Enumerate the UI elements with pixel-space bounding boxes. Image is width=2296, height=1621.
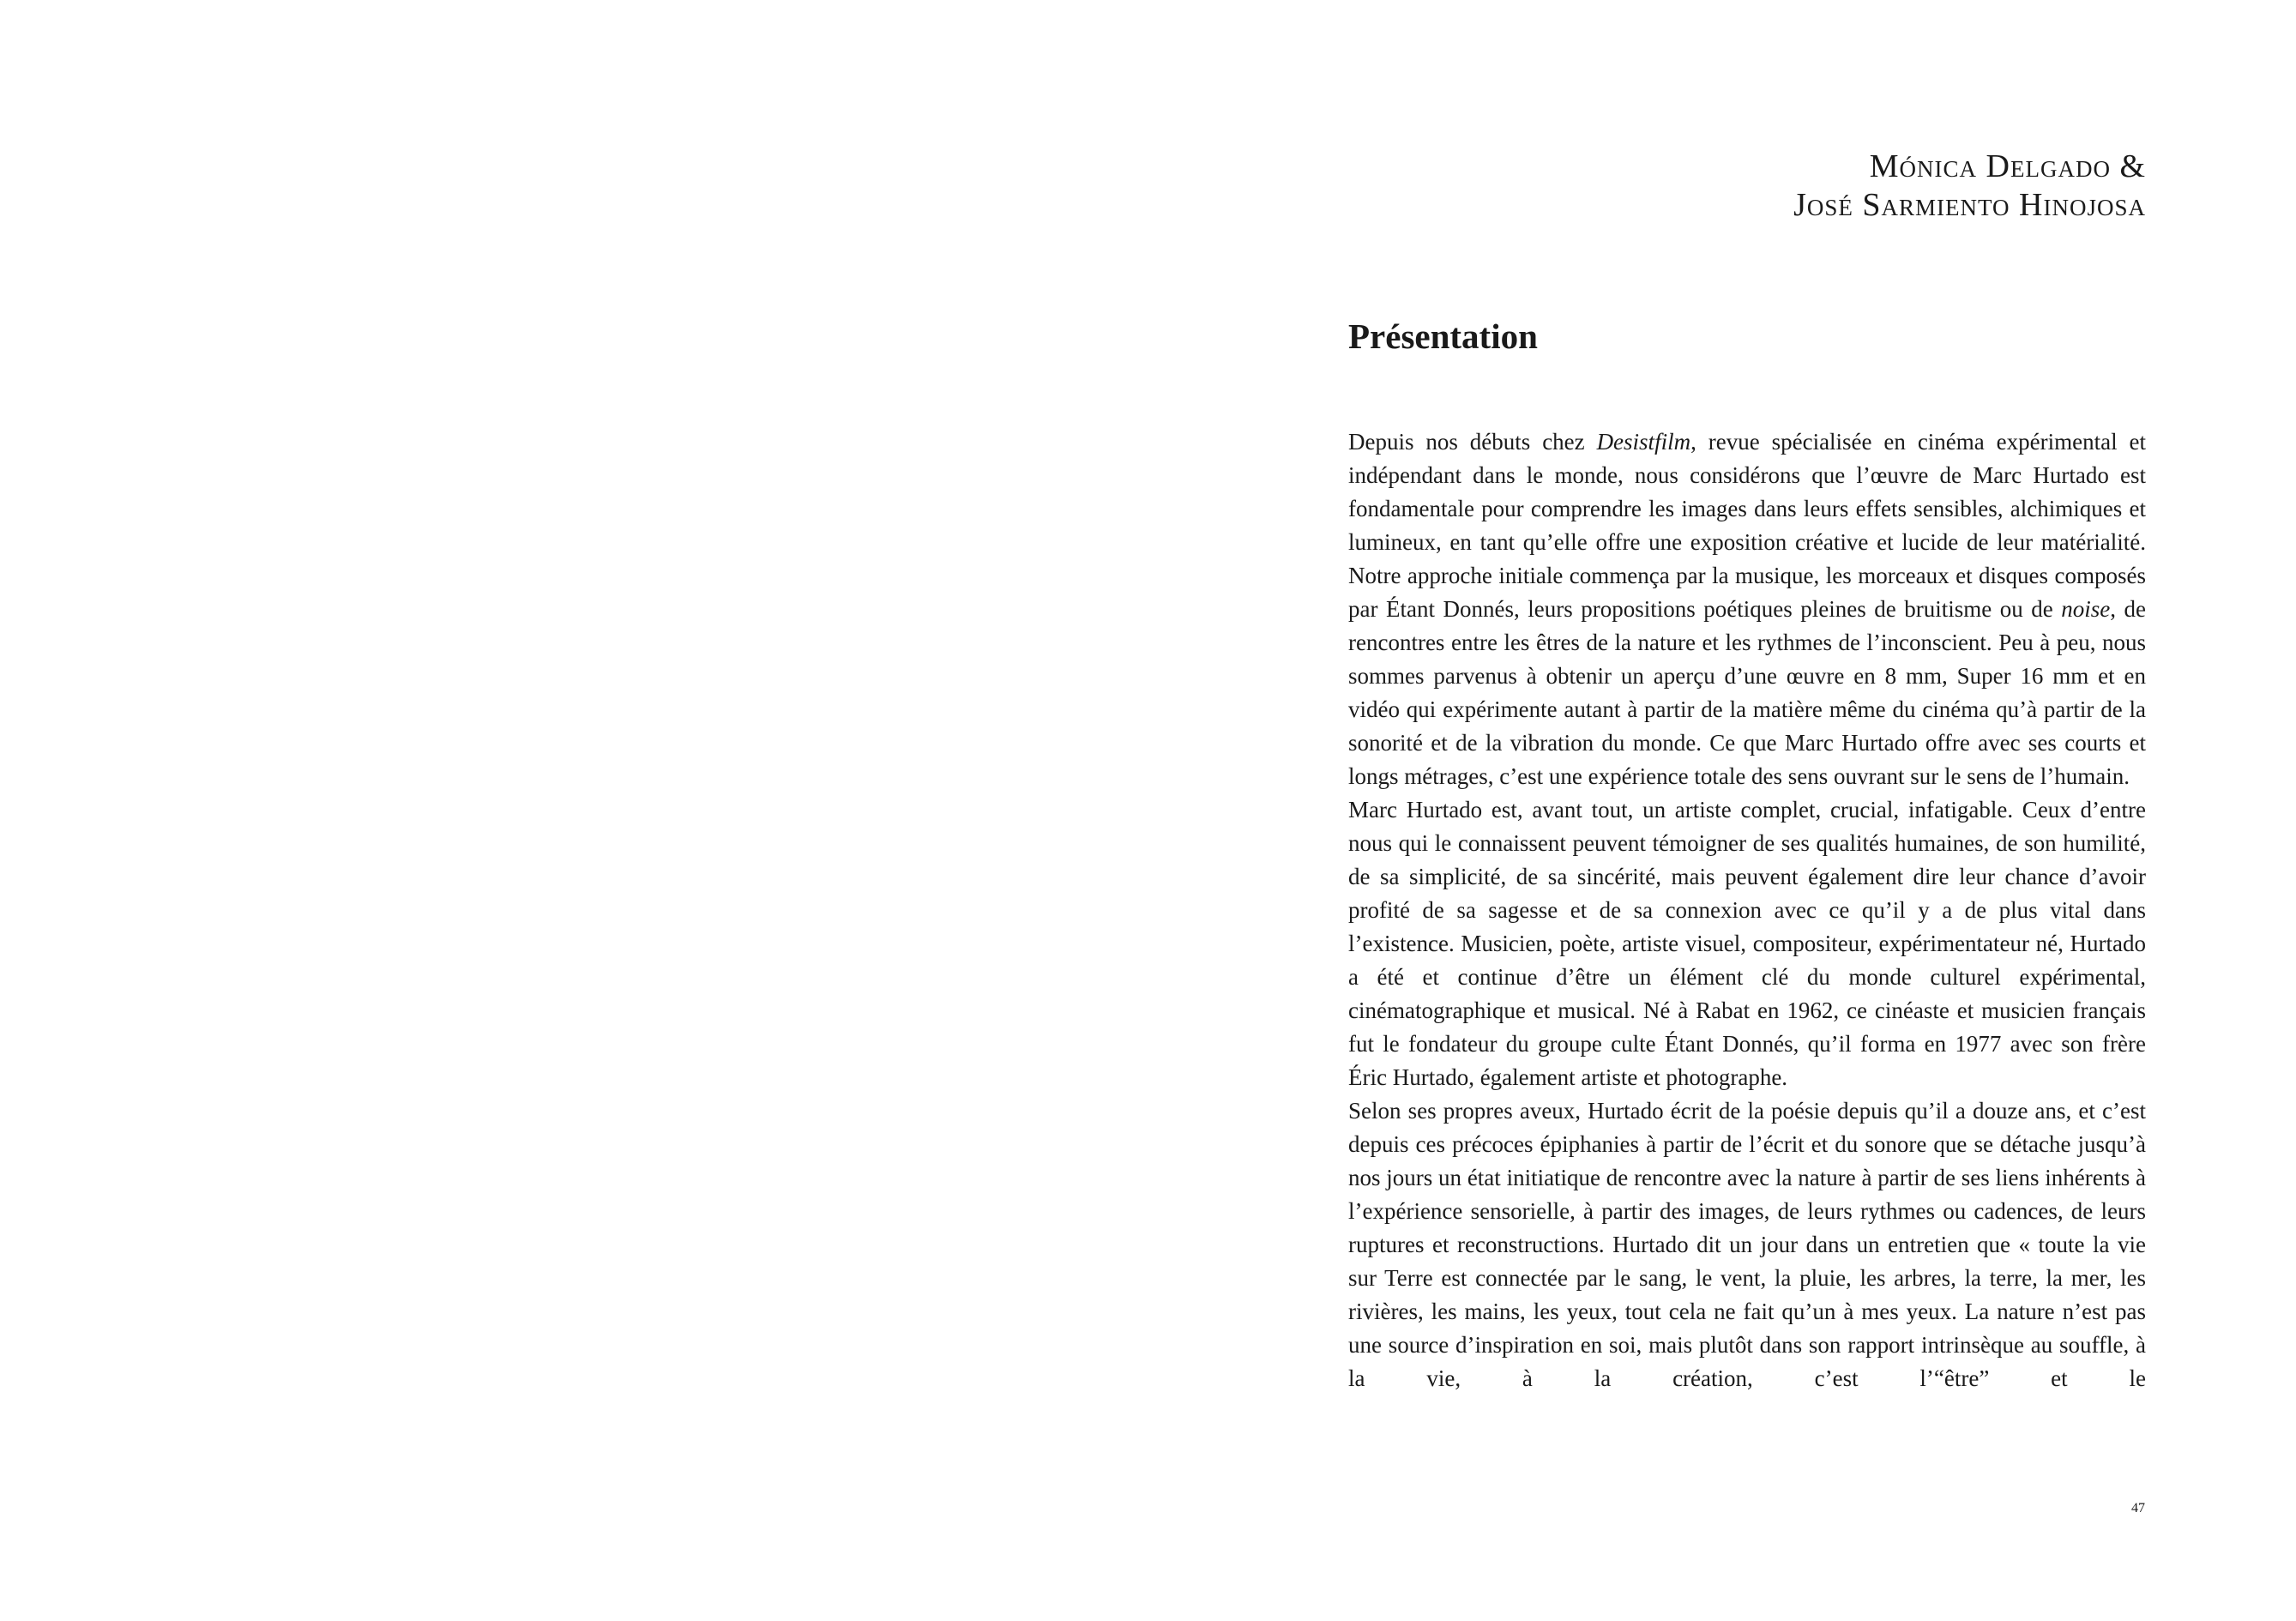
paragraph-2: Marc Hurtado est, avant tout, un artiste complet, crucial, infatigable. Ceux d’entre nous qui le connaissent peuvent témoigner de ses qualités humaines, de son humilité, de sa simplicité, de sa sincérité, mais peuvent également dire leur chance d’avoir profité de sa sagesse et de sa connexion avec ce qu’il y a de plus vital dans l’existence. Musicien, poète, artiste visuel, compositeur, expérimentateur né, Hurtado a été et continue d’être un élément clé du monde culturel expérimental, cinématographique et musical. Né à Rabat en 1962, ce cinéaste et musicien français fut le fondateur du groupe culte Étant Donnés, qu’il forma en 1977 avec son frère Éric Hurtado, également artiste et photographe. — [1348, 797, 2146, 1090]
paragraph-1 — [1348, 425, 2146, 793]
italic-noise: noise — [2061, 596, 2111, 622]
paragraph-1-part-3: , de rencontres entre les êtres de la nature et les rythmes de l’inconscient. Peu à peu, nous sommes parvenus à obtenir un aperçu d’une œuvre en 8 mm, Super 16 mm et en vidéo qui expérimente autant à partir de la matière même du cinéma qu’à partir de la sonorité et de la vibration du monde. Ce que Marc Hurtado offre avec ses courts et longs métrages, c’est une expérience totale des sens ouvrant sur le sens de l’humain. — [1348, 596, 2146, 789]
paragraph-3: Selon ses propres aveux, Hurtado écrit de la poésie depuis qu’il a douze ans, et c’est depuis ces précoces épiphanies à partir de l’écrit et du sonore que se détache jusqu’à nos jours un état initiatique de rencontre avec la nature à partir de ses liens inhérents à l’expérience sensorielle, à partir des images, de leurs rythmes ou cadences, de leurs ruptures et reconstructions. Hurtado dit un jour dans un entretien que « toute la vie sur Terre est connectée par le sang, le vent, la pluie, les arbres, la terre, la mer, les rivières, les mains, les yeux, tout cela ne fait qu’un à mes yeux. La nature n’est pas une source d’inspiration en soi, mais plutôt dans son rapport intrinsèque au souffle, à la vie, à la création, c’est l’“être” et le — [1348, 1098, 2146, 1391]
page-number: 47 — [2131, 1501, 2145, 1516]
author-line-2: José Sarmiento Hinojosa — [1793, 187, 2146, 223]
authors — [1793, 148, 2146, 225]
chapter-title: Présentation — [1348, 316, 1538, 356]
journal-title: Desistfilm — [1596, 429, 1691, 455]
author-line-1: Mónica Delgado & — [1869, 148, 2146, 184]
right-page — [1148, 0, 2296, 1621]
paragraph-1-part-1: Depuis nos débuts chez — [1348, 429, 1597, 455]
paragraph-1-part-2: , revue spécialisée en cinéma expérimental et indépendant dans le monde, nous considérons que l’œuvre de Marc Hurtado est fondamentale pour comprendre les images dans leurs effets sensibles, alchimiques et lumineux, en tant qu’elle offre une exposition créative et lucide de leur matérialité. Notre approche initiale commença par la musique, les morceaux et disques composés par Étant Donnés, leurs propositions poétiques pleines de bruitisme ou de — [1348, 429, 2146, 622]
body-text — [1348, 425, 2146, 1395]
